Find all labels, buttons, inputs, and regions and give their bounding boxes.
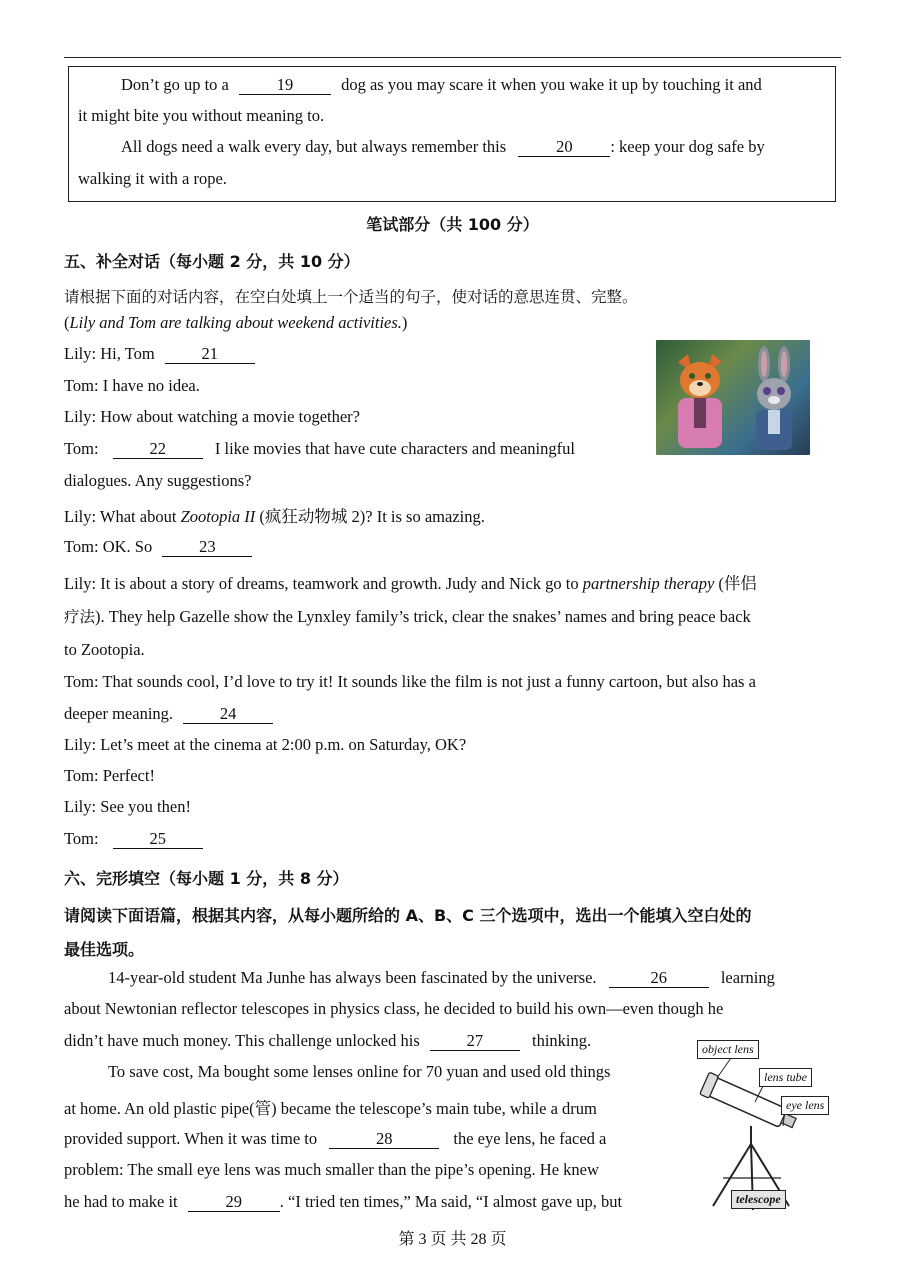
- passage-text: didn’t have much money. This challenge unlocked his: [64, 1031, 420, 1050]
- dialogue-context: [64, 313, 407, 333]
- written-part-title: 笔试部分（共 100 分）: [366, 215, 539, 234]
- dialogue-line: to Zootopia.: [64, 640, 145, 659]
- blank-22[interactable]: 22: [113, 440, 203, 459]
- box-text: All dogs need a walk every day, but always remember this: [121, 137, 507, 156]
- dialogue-text: Lily: What about: [64, 507, 177, 526]
- lens-tube-label: lens tube: [759, 1068, 812, 1087]
- dialogue-line: [64, 704, 273, 724]
- passage-line: about Newtonian reflector telescopes in physics class, he decided to build his own—even though he: [64, 999, 724, 1018]
- blank-25[interactable]: 25: [113, 830, 203, 849]
- top-rule: [64, 57, 841, 58]
- bunny-character-icon: [746, 346, 802, 450]
- dialogue-line: dialogues. Any suggestions?: [64, 471, 252, 490]
- dialogue-text: (伴侣: [718, 574, 757, 593]
- section-6-title: 六、完形填空（每小题 1 分，共 8 分）: [64, 869, 349, 888]
- dialogue-line: [64, 537, 252, 557]
- dialogue-text: ). They help Gazelle show the Lynxley family’s trick, clear the snakes’ names and bring peace back: [95, 607, 751, 626]
- paren: ): [401, 313, 408, 332]
- box-line-4: walking it with a rope.: [78, 169, 227, 188]
- dialogue-text: Tom:: [64, 829, 99, 848]
- passage-line: [64, 1192, 622, 1212]
- blank-29[interactable]: 29: [188, 1193, 280, 1212]
- passage-text: 14-year-old student Ma Junhe has always been fascinated by the universe.: [108, 968, 597, 987]
- passage-text: . “I tried ten times,” Ma said, “I almost gave up, but: [279, 1192, 623, 1211]
- section-6-instruction-1: 请阅读下面语篇，根据其内容，从每小题所给的 A、B、C 三个选项中，选出一个能填入空白处的: [64, 906, 752, 925]
- dialogue-text: Lily: It is about a story of dreams, teamwork and growth. Judy and Nick go to: [64, 574, 579, 593]
- passage-text: thinking.: [532, 1031, 592, 1050]
- dialogue-text: Lily: Hi, Tom: [64, 344, 155, 363]
- passage-line: problem: The small eye lens was much smaller than the pipe’s opening. He knew: [64, 1160, 599, 1179]
- blank-19[interactable]: 19: [239, 76, 331, 95]
- passage-box: [68, 66, 836, 202]
- dialogue-text: 疗法: [64, 608, 96, 626]
- blank-21[interactable]: 21: [165, 345, 255, 364]
- dialogue-line: Tom: That sounds cool, I’d love to try it! It sounds like the film is not just a funny cartoon, but also has a: [64, 672, 756, 691]
- movie-title: Zootopia II: [180, 507, 256, 526]
- telescope-diagram: [693, 1038, 843, 1216]
- context-text: Lily and Tom are talking about weekend activities.: [69, 313, 402, 332]
- section-5-title: 五、补全对话（每小题 2 分，共 10 分）: [64, 252, 360, 271]
- blank-28[interactable]: 28: [329, 1130, 439, 1149]
- passage-text: learning: [720, 968, 775, 987]
- term-italic: partnership therapy: [582, 574, 715, 593]
- fox-character-icon: [670, 352, 730, 448]
- box-text: Don’t go up to a: [121, 75, 229, 94]
- section-6-instruction-2: 最佳选项。: [64, 940, 145, 959]
- blank-26[interactable]: 26: [609, 969, 709, 988]
- dialogue-text: Tom:: [64, 439, 99, 458]
- dialogue-text: I like movies that have cute characters and meaningful: [214, 439, 575, 458]
- object-lens-label: object lens: [697, 1040, 759, 1059]
- blank-27[interactable]: 27: [430, 1032, 520, 1051]
- page-footer: 第 3 页 共 28 页: [398, 1231, 507, 1248]
- blank-23[interactable]: 23: [162, 538, 252, 557]
- dialogue-line: [64, 344, 255, 364]
- dialogue-line: [64, 829, 203, 849]
- paren: (: [64, 313, 70, 332]
- dialogue-text: Tom: OK. So: [64, 537, 153, 556]
- passage-line: at home. An old plastic pipe(管) became the telescope’s main tube, while a drum: [64, 1099, 597, 1118]
- zootopia-image: [656, 340, 810, 455]
- passage-line: To save cost, Ma bought some lenses online for 70 yuan and used old things: [108, 1062, 611, 1081]
- passage-line: [64, 1031, 591, 1051]
- box-line-1: [121, 75, 762, 95]
- passage-line: [64, 1129, 606, 1149]
- box-line-3: [121, 137, 765, 157]
- dialogue-text: deeper meaning.: [64, 704, 174, 723]
- passage-text: provided support. When it was time to: [64, 1129, 318, 1148]
- box-text: : keep your dog safe by: [610, 137, 765, 156]
- dialogue-line: Tom: I have no idea.: [64, 376, 200, 395]
- passage-line: [108, 968, 775, 988]
- dialogue-line: Lily: How about watching a movie together?: [64, 407, 361, 426]
- eye-lens-label: eye lens: [781, 1096, 829, 1115]
- dialogue-line: [64, 605, 751, 627]
- passage-text: he had to make it: [64, 1192, 178, 1211]
- dialogue-line: [64, 439, 575, 459]
- dialogue-line: Lily: See you then!: [64, 797, 191, 816]
- dialogue-line: [64, 570, 757, 594]
- box-line-2: it might bite you without meaning to.: [78, 106, 325, 125]
- dialogue-line: [64, 503, 485, 527]
- dialogue-line: Lily: Let’s meet at the cinema at 2:00 p.m. on Saturday, OK?: [64, 735, 467, 754]
- dialogue-text: (疯狂动物城 2)? It is so amazing.: [259, 507, 485, 526]
- passage-text: the eye lens, he faced a: [453, 1129, 607, 1148]
- blank-20[interactable]: 20: [518, 138, 610, 157]
- box-text: dog as you may scare it when you wake it up by touching it and: [341, 75, 762, 94]
- section-5-instruction: 请根据下面的对话内容，在空白处填上一个适当的句子，使对话的意思连贯、完整。: [64, 288, 638, 306]
- telescope-caption: telescope: [731, 1190, 786, 1209]
- dialogue-line: Tom: Perfect!: [64, 766, 155, 785]
- blank-24[interactable]: 24: [183, 705, 273, 724]
